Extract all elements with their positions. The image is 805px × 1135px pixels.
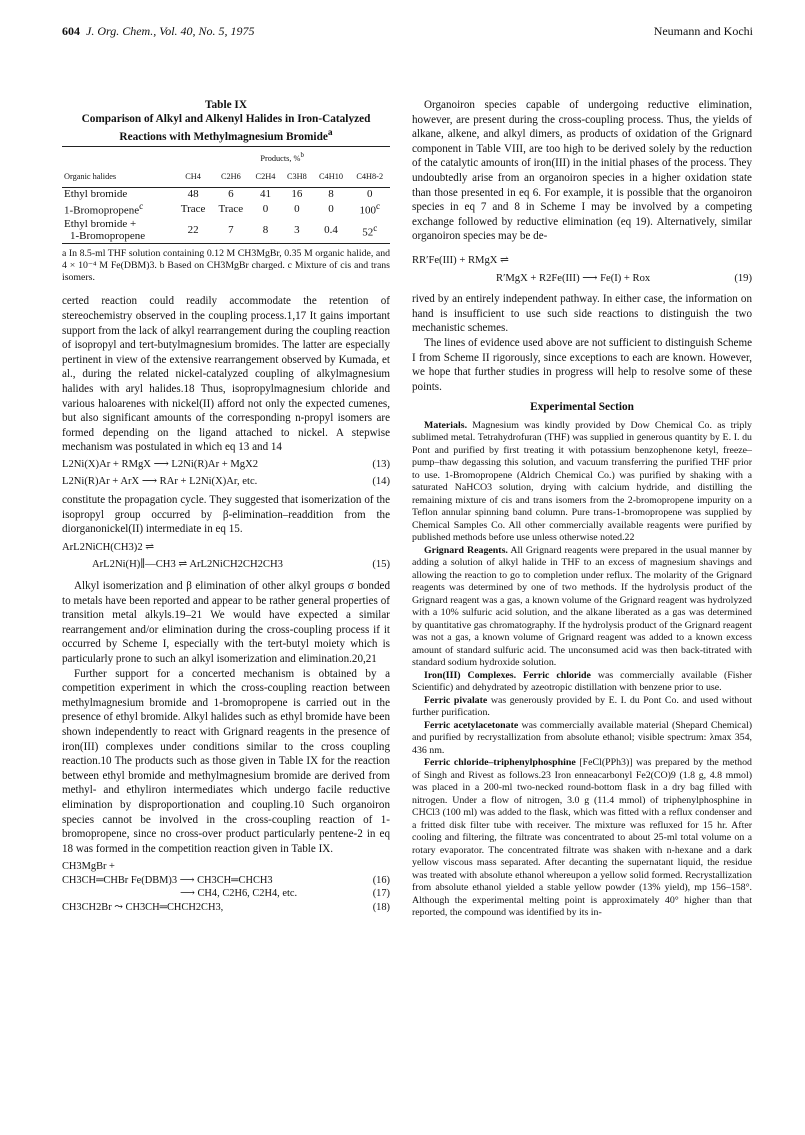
cell: 0 bbox=[366, 187, 373, 200]
cell: Trace bbox=[218, 202, 244, 215]
equation-number: (18) bbox=[372, 901, 390, 913]
col-header: C4H8-2 bbox=[349, 168, 390, 187]
cell: 8 bbox=[328, 187, 334, 200]
equation bbox=[412, 254, 752, 286]
cell: 48 bbox=[187, 187, 199, 200]
cell: 0 bbox=[294, 202, 300, 215]
paragraph: Alkyl isomerization and β elimination of other alkyl groups σ bonded to metals have been reported and appear to be rather general properties of transition metal alkyls.19–21 We would have expected a similar rearrangement and/or elimination during the cross-coupling process if it occurred by Scheme I, especially with the tert-butyl moiety which is particularly prone to such an alkyl isomerization and elimination.20,21 bbox=[62, 580, 390, 666]
equation-line bbox=[62, 558, 390, 573]
equation-text: L2Ni(R)Ar + ArX ⟶ RAr + L2Ni(X)Ar, etc. bbox=[62, 476, 258, 488]
paragraph-text: was generously provided by E. I. du Pont Co. and used without further purification. bbox=[412, 694, 752, 719]
paragraph: certed reaction could readily accommodate the retention of stereochemistry observed in the coupling process.1,17 It gains important support from the lack of alkyl rearrangement during the coupling reaction of isopropyl and tert-butylmagnesium bromides. The latter are especially pertinent in view of the extensive rearrangement observed by Kumada, et al., during the related nickel-catalyzed coupling of alkylmagnesium halides with aryl halides.18 Thus, isopropylmagnesium chloride and various haloarenes with nickel(II) afford not only the expected cumenes, but also significant amounts of the corresponding n-propyl isomers are formed depending on the ligand attached to nickel. A stepwise mechanism was postulated in which eq 13 and 14 bbox=[62, 295, 390, 454]
run-in-head: Ferric acetylacetonate bbox=[424, 719, 519, 731]
right-column bbox=[412, 98, 752, 920]
paragraph: constitute the propagation cycle. They suggested that isomerization of the isopropyl group occurred by β-elimination–readdition from the diorganonickel(II) intermediate in eq 15. bbox=[62, 494, 390, 536]
table-footnote: a In 8.5-ml THF solution containing 0.12 M CH3MgBr, 0.35 M organic halide, and 4 × 10⁻⁴ M Fe(DBM)3. b Based on CH3MgBr charged. c Mixture of cis and trans isomers. bbox=[62, 247, 390, 284]
table-title bbox=[62, 112, 390, 144]
equation-text: L2Ni(X)Ar + RMgX ⟶ L2Ni(R)Ar + MgX2 bbox=[62, 458, 259, 470]
cell: 0.4 bbox=[313, 218, 350, 244]
run-in-head: Iron(III) Complexes. Ferric chloride bbox=[424, 669, 591, 681]
col-header: Organic halides bbox=[62, 168, 174, 187]
cell: 3 bbox=[281, 218, 312, 244]
run-in-head: Grignard Reagents. bbox=[424, 544, 508, 556]
cell-halide bbox=[62, 200, 174, 217]
paragraph-text: All Grignard reagents were prepared in the usual manner by adding a solution of alkyl halide in THF to an excess of magnesium shavings and allowing the reaction to go to completion under reflux. The molarity of the Grignard reagents was determined by one of two methods. If the hydrolysis product of the Grignard reagent was a gas, a known volume of the Grignard reagent was hydrolyzed with a 10% sulfuric acid solution, and the alkane liberated as a gas was determined by quantitative gas chromatography. If the hydrolysis product of the Grignard reagent was not a gas, a known volume of Grignard reagent was added to a known excess amount of standard sulfuric acid. The unconsumed acid was then back-titrated with standard sodium hydroxide solution. bbox=[412, 544, 752, 669]
halide-line2: 1-Bromopropene bbox=[70, 230, 146, 243]
paragraph-text: Magnesium was kindly provided by Dow Chemical Co. as triply sublimed metal. Tetrahydrofuran (THF) was supplied in generous quantity by E. I. du Pont and purified by first treating it with potassium benzophenone ketyl, freeze–pump–thaw degassing this solution, and vacuum transferring the purified THF prior to use. 1-Bromopropene (Aldrich Chemical Co.) was purified by shaking with a saturated NaHCO3 solution, drying with calcium hydride, and distilling the remaining mixture of cis and trans isomers from the 2-bromopropene impurity on a Teflon annular spinning band column. Pure trans-1-bromopropene was supplied by Chemical Samples Co. All other commercially available reagents were purified by published methods before use unless otherwise noted.22 bbox=[412, 419, 752, 544]
equation-text: R′MgX + R2Fe(III) ⟶ Fe(I) + Rox bbox=[496, 272, 651, 284]
col-header: CH4 bbox=[174, 168, 212, 187]
paragraph-text: was commercially available (Fisher Scientific) and dehydrated by azeotropic distillation with benzene prior to use. bbox=[412, 669, 752, 694]
cell-halide bbox=[62, 218, 174, 244]
paragraph bbox=[412, 757, 752, 920]
halide-sup: c bbox=[139, 201, 144, 212]
cell: 0 bbox=[328, 202, 334, 215]
paragraph-text: was commercially available material (Shepard Chemical) and purified by recrystallization from absolute ethanol; visible spectrum: λmax 354, 436 nm. bbox=[412, 719, 752, 756]
products-header-sup: b bbox=[300, 151, 304, 159]
equation-number: (15) bbox=[372, 559, 390, 571]
page-header bbox=[62, 24, 753, 40]
equation-number: (13) bbox=[372, 458, 390, 470]
cell: Trace bbox=[180, 202, 206, 215]
scheme-line bbox=[62, 901, 390, 914]
table-row bbox=[62, 187, 390, 200]
section-heading: Experimental Section bbox=[530, 401, 634, 414]
run-in-head: Ferric pivalate bbox=[424, 694, 488, 706]
header-authors: Neumann and Kochi bbox=[653, 24, 753, 38]
products-header bbox=[174, 146, 390, 168]
cell-value: 100 bbox=[359, 204, 376, 217]
table-title-text: Comparison of Alkyl and Alkenyl Halides in Iron-Catalyzed Reactions with Methylmagnesium Bromide bbox=[81, 113, 371, 143]
scheme-line: CH3MgBr + bbox=[62, 861, 115, 873]
cell: 0 bbox=[262, 202, 269, 215]
equation-text: RR′Fe(III) + RMgX ⇌ bbox=[412, 254, 509, 266]
col-header: C2H6 bbox=[212, 168, 250, 187]
cell bbox=[349, 200, 390, 217]
col-header: C3H8 bbox=[281, 168, 312, 187]
cell-halide: Ethyl bromide bbox=[64, 187, 128, 200]
equation-number: (16) bbox=[372, 874, 390, 886]
equation-text: ArL2NiCH(CH3)2 ⇌ bbox=[62, 541, 155, 553]
cell: 22 bbox=[174, 218, 212, 244]
equation bbox=[62, 458, 390, 473]
cell: 6 bbox=[228, 187, 234, 200]
cell-sup: c bbox=[375, 201, 381, 212]
paragraph: rived by an entirely independent pathway. In either case, the information on hand is insufficient to use such side reactions to distinguish the two mechanistic schemes. bbox=[412, 293, 752, 335]
table-ix bbox=[62, 146, 390, 244]
halide-line1: Ethyl bromide + bbox=[64, 217, 137, 230]
cell-value: 52 bbox=[362, 226, 374, 239]
paragraph-text: [FeCl(PPh3)] was prepared by the method of Singh and Rivest as follows.23 Iron enneacarbonyl Fe2(CO)9 (1.8 g, 4.8 mmol) was placed in a 200-ml two-necked round-bottom flask in a dry bag filled with nitrogen. Under a flow of nitrogen, 3.0 g (11.4 mmol) of triphenylphosphine in CHCl3 (100 ml) was added to the flask, which was fitted with a reflux condenser and a fritted disk filter tube with receiver. The mixture was refluxed for 15 hr. After cooling and filtering, the filtrate was concentrated to about 25-ml total volume on a rotary evaporator. The concentrated filtrate was shaken with n-hexane and a dark yellow viscous mass separated. After decanting the supernatant liquid, the residue was treated with absolute ethanol whereupon a yellow solid formed. Recrystallization from absolute ethanol yielded a stable yellow powder (13% yield), mp 156–158°. Although the experimental melting point is approximately 40° higher than that reported, the compound was identified by its in- bbox=[412, 757, 752, 919]
scheme-line bbox=[62, 887, 390, 900]
products-header-text: Products, % bbox=[260, 153, 301, 163]
header-left bbox=[62, 24, 255, 39]
col-header: C2H4 bbox=[250, 168, 281, 187]
paragraph bbox=[412, 670, 752, 695]
page-number: 604 bbox=[62, 24, 80, 38]
table-title-sup: a bbox=[327, 128, 333, 138]
equation-number: (17) bbox=[372, 888, 390, 900]
paragraph bbox=[412, 695, 752, 720]
equation-number: (14) bbox=[372, 476, 390, 488]
paragraph: The lines of evidence used above are not sufficient to distinguish Scheme I from Scheme II rigorously, since exceptions to each are known. However, we hope that further studies in progress will help to resolve some of these points. bbox=[412, 336, 752, 393]
cell: 7 bbox=[212, 218, 250, 244]
table-row bbox=[62, 200, 390, 217]
run-in-head: Materials. bbox=[424, 419, 468, 431]
paragraph: Organoiron species capable of undergoing reductive elimination, however, are present during the cross-coupling process. Thus, the yields of alkane, alkene, and alkyl dimers, as products of oxidation of the Grignard component in Table VIII, are too high to be derived solely by the reduction of the catalytic amounts of iron(III) in the initial phases of the process. They undoubtedly arise from an organoiron species in a higher oxidation state than those presented in eq 6. For example, it is possible that the organoiron species in eq 7 and 8 in Scheme I may be involved by a competing exchange followed by reductive elimination (eq 19). Alternatively, similar organoiron species may be de- bbox=[412, 99, 752, 243]
paragraph bbox=[412, 545, 752, 670]
cell: 8 bbox=[250, 218, 281, 244]
halide-text: 1-Bromopropene bbox=[64, 204, 140, 217]
table-row bbox=[62, 218, 390, 244]
scheme-text: CH3CH2Br ⤳ CH3CH═CHCH2CH3, bbox=[62, 901, 224, 913]
equation-number: (19) bbox=[734, 272, 752, 284]
equation bbox=[62, 475, 390, 490]
cell: 16 bbox=[291, 187, 303, 200]
journal-citation: J. Org. Chem., Vol. 40, No. 5, 1975 bbox=[86, 24, 255, 38]
scheme-text: ⟶ CH4, C2H6, C2H4, etc. bbox=[180, 888, 298, 900]
col-header: C4H10 bbox=[313, 168, 350, 187]
cell: 41 bbox=[259, 187, 271, 200]
equation-text: ArL2Ni(H)∥—CH3 ⇌ ArL2NiCH2CH2CH3 bbox=[92, 559, 283, 571]
paragraph bbox=[412, 420, 752, 545]
left-column bbox=[62, 98, 390, 914]
equation bbox=[62, 541, 390, 573]
scheme-line bbox=[62, 874, 390, 887]
run-in-head: Ferric chloride–triphenylphosphine bbox=[424, 757, 576, 769]
paragraph: Further support for a concerted mechanism is obtained by a competition experiment in which the cross-coupling reaction between methylmagnesium bromide and 1-bromopropene is carried out in the presence of ethyl bromide. Alkyl halides such as ethyl bromide have been shown independently to react with Grignard reagents in the presence of iron(III) complexes under conditions similar to the cross coupling reaction.10 The products such as those given in Table IX for the reaction between ethyl bromide and methylmagnesium bromide are derived from methyl- and ethyliron intermediates which undergo facile reductive elimination by disproportionation and coupling.10 Such organoiron species cannot be involved in the cross-coupling reaction of 1-bromopropene, since no cross-over product particularly pentene-2 in eq 18 was formed in the competition reaction given in Table IX. bbox=[62, 667, 390, 855]
table-label: Table IX bbox=[205, 99, 247, 111]
reaction-scheme bbox=[62, 860, 390, 914]
scheme-text: CH3CH═CHBr Fe(DBM)3 ⟶ CH3CH═CHCH3 bbox=[62, 874, 273, 886]
paragraph bbox=[412, 720, 752, 758]
cell-sup: c bbox=[373, 222, 378, 233]
cell bbox=[349, 218, 390, 244]
equation-line bbox=[412, 272, 752, 287]
